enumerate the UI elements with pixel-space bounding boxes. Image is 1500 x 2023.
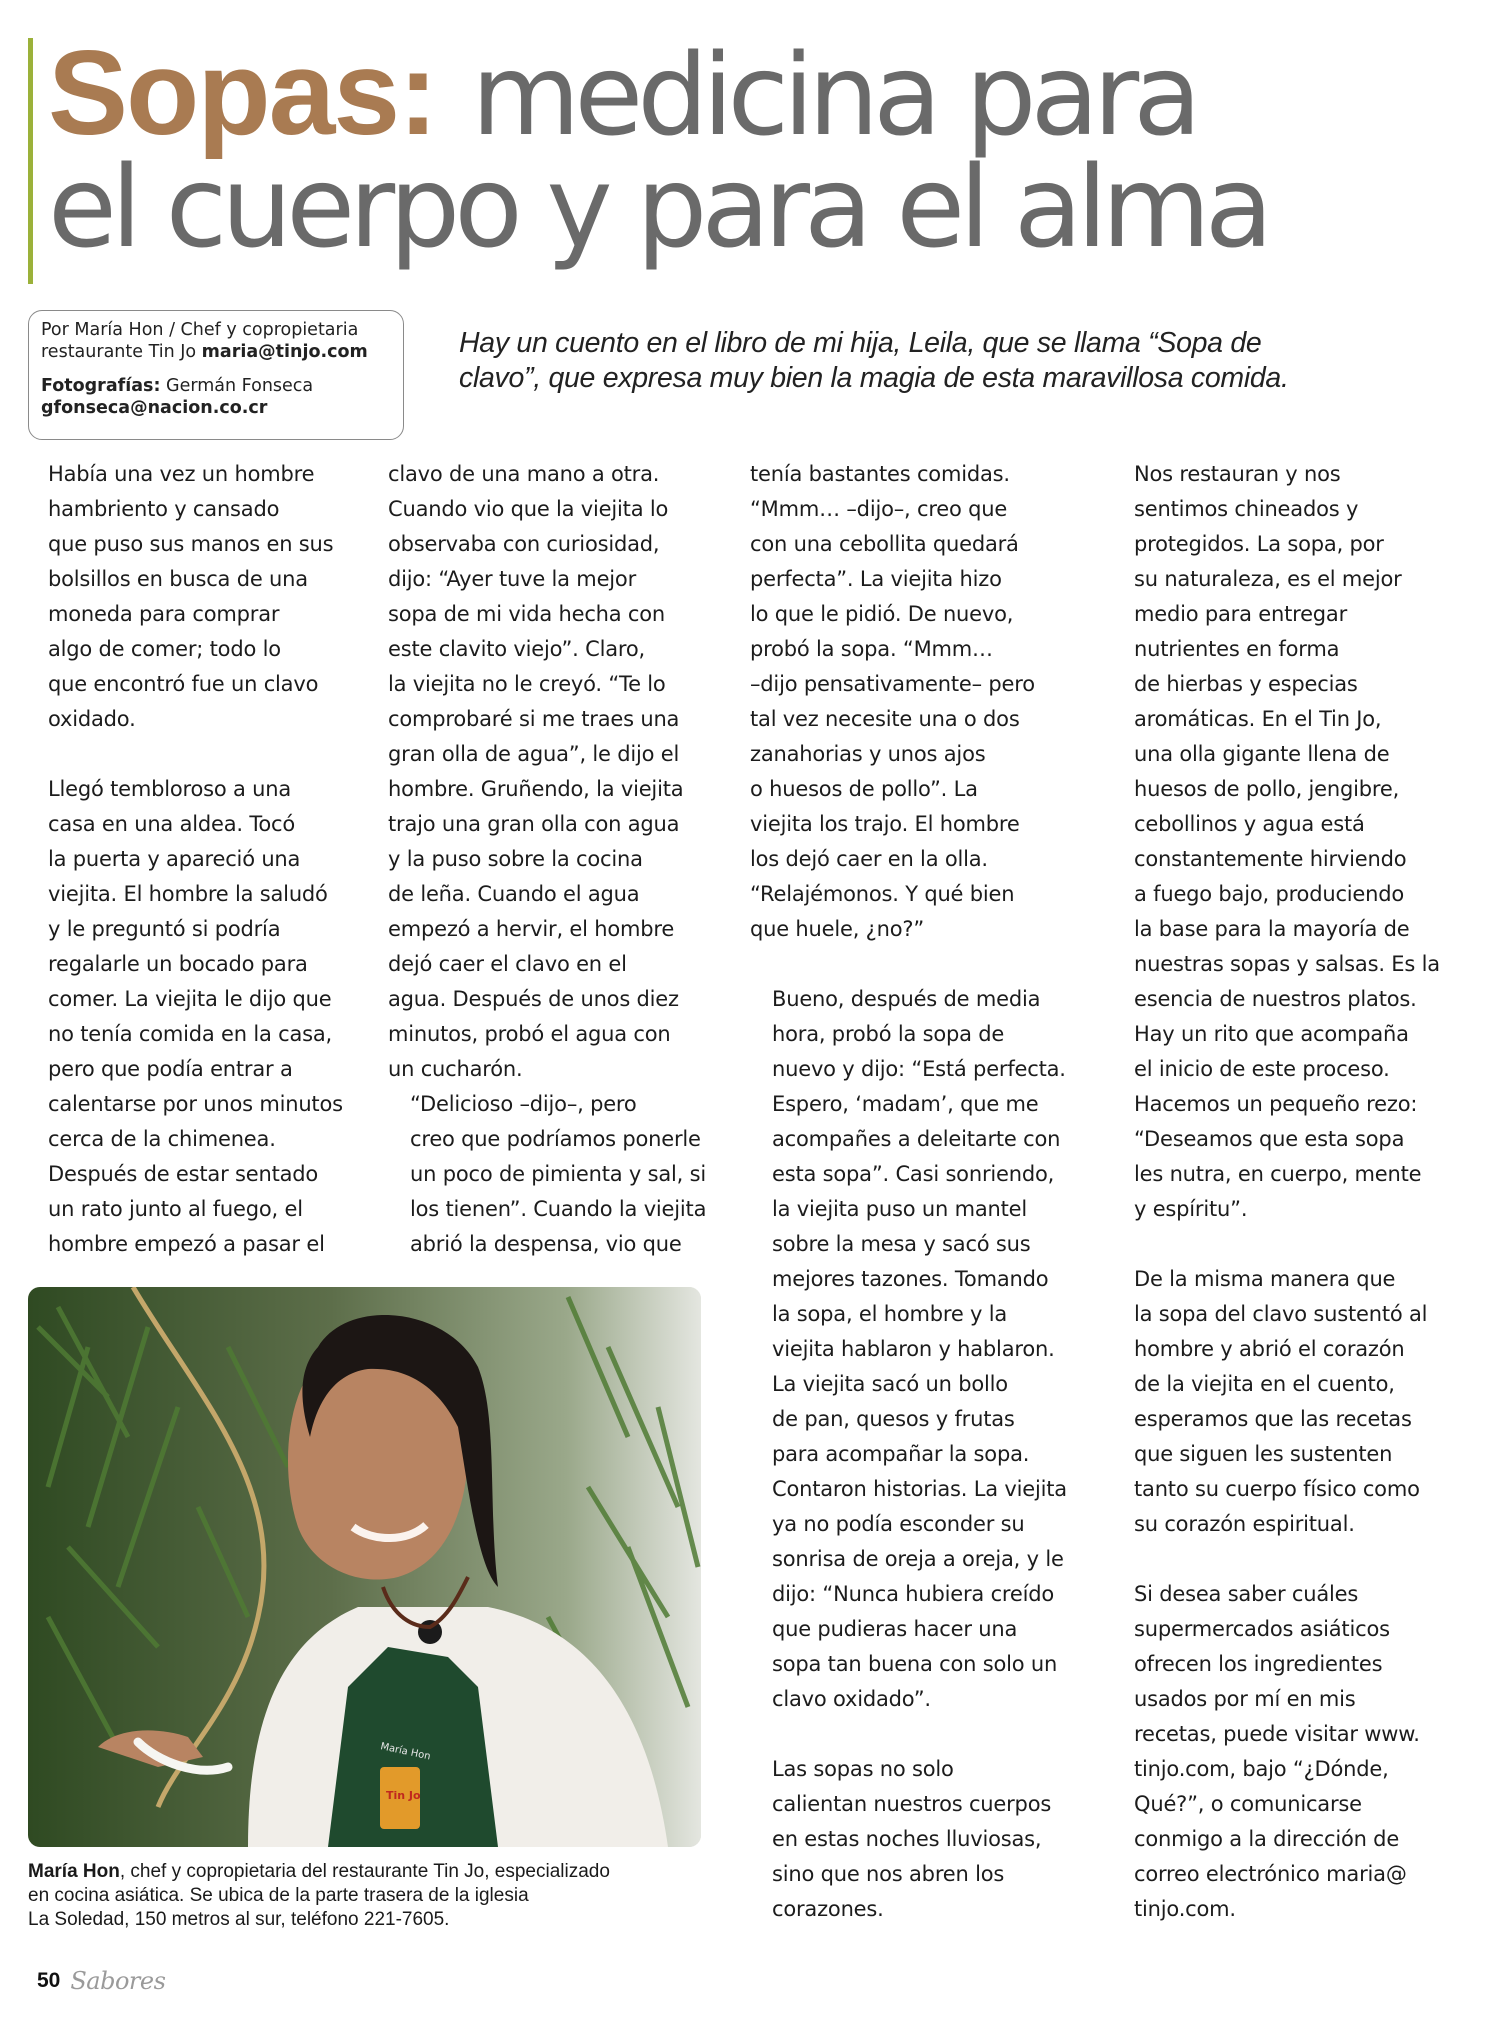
text-line: tenía bastantes comidas. [750,462,1010,486]
text-line: que huele, ¿no?” [750,917,925,941]
text-line: y la puso sobre la cocina [388,847,643,871]
text-line: La viejita sacó un bollo [772,1372,1008,1396]
text-line: su naturaleza, es el mejor [1134,567,1402,591]
text-line: constantemente hirviendo [1134,847,1407,871]
text-line: “Relajémonos. Y qué bien [750,882,1015,906]
byline-restaurant: restaurante Tin Jo [41,342,202,362]
text-line: comprobaré si me traes una [388,707,680,731]
text-line: ya no podía esconder su [772,1512,1025,1536]
text-line: una olla gigante llena de [1134,742,1390,766]
byline-author [41,319,389,363]
text-line: tinjo.com. [1134,1897,1236,1921]
text-line: hora, probó la sopa de [772,1022,1005,1046]
pull-quote-line: clavo”, que expresa muy bien la magia de esta maravillosa comida. [459,362,1289,394]
text-line: calientan nuestros cuerpos [772,1792,1052,1816]
text-line: usados por mí en mis [1134,1687,1356,1711]
article-paragraph [750,1752,1090,1927]
article-paragraph [26,457,366,737]
text-line: hombre. Gruñendo, la viejita [388,777,684,801]
text-line: calentarse por unos minutos [48,1092,343,1116]
text-line: un cucharón. [388,1057,523,1081]
article-title [48,26,1268,273]
text-line: cerca de la chimenea. [48,1127,276,1151]
text-line: nutrientes en forma [1134,637,1340,661]
text-line: esta sopa”. Casi sonriendo, [772,1162,1055,1186]
text-line: oxidado. [48,707,136,731]
text-line: sopa de mi vida hecha con [388,602,666,626]
text-line: Hay un rito que acompaña [1134,1022,1409,1046]
text-line: hombre empezó a pasar el [48,1232,325,1256]
text-line: la base para la mayoría de [1134,917,1410,941]
text-line: algo de comer; todo lo [48,637,281,661]
text-line: les nutra, en cuerpo, mente [1134,1162,1422,1186]
text-line: supermercados asiáticos [1134,1617,1390,1641]
text-line: un rato junto al fuego, el [48,1197,303,1221]
text-line: pero que podía entrar a [48,1057,293,1081]
text-line: en estas noches lluviosas, [772,1827,1042,1851]
text-line: Espero, ‘madam’, que me [772,1092,1039,1116]
text-line: moneda para comprar [48,602,280,626]
text-line: “Delicioso –dijo–, pero [410,1092,637,1116]
text-line: y le preguntó si podría [48,917,281,941]
text-line: protegidos. La sopa, por [1134,532,1384,556]
text-line: minutos, probó el agua con [388,1022,671,1046]
title-rest: medicina para [471,31,1196,161]
byline-box [28,310,404,440]
photo-caption [28,1860,718,1932]
article-column-4 [1112,457,1452,1927]
text-line: viejita hablaron y hablaron. [772,1337,1055,1361]
text-line: tinjo.com, bajo “¿Dónde, [1134,1757,1389,1781]
text-line: viejita. El hombre la saludó [48,882,328,906]
article-column-2 [388,457,728,1262]
text-line: los dejó caer en la olla. [750,847,988,871]
text-line: dijo: “Nunca hubiera creído [772,1582,1055,1606]
text-line: su corazón espiritual. [1134,1512,1355,1536]
page-number: 50 [37,1969,61,1992]
text-line: no tenía comida en la casa, [48,1022,333,1046]
author-email-link[interactable]: maria@tinjo.com [201,342,368,362]
text-line: sopa tan buena con solo un [772,1652,1058,1676]
text-line: Había una vez un hombre [48,462,315,486]
text-line: sobre la mesa y sacó sus [772,1232,1031,1256]
text-line: viejita los trajo. El hombre [750,812,1020,836]
text-line: que siguen les sustenten [1134,1442,1393,1466]
article-paragraph [750,982,1090,1717]
text-line: o huesos de pollo”. La [750,777,978,801]
caption-line: La Soledad, 150 metros al sur, teléfono 221-7605. [28,1909,450,1930]
text-line: clavo oxidado”. [772,1687,931,1711]
article-paragraph [1112,457,1452,1227]
text-line: de la viejita en el cuento, [1134,1372,1395,1396]
text-line: conmigo a la dirección de [1134,1827,1400,1851]
text-line: comer. La viejita le dijo que [48,987,332,1011]
text-line: perfecta”. La viejita hizo [750,567,1002,591]
photo-credit-label: Fotografías: [41,376,161,396]
text-line: Nos restauran y nos [1134,462,1341,486]
text-line: el inicio de este proceso. [1134,1057,1390,1081]
article-paragraph [388,1087,728,1262]
text-line: de hierbas y especias [1134,672,1358,696]
text-line: este clavito viejo”. Claro, [388,637,645,661]
text-line: con una cebollita quedará [750,532,1019,556]
text-line: empezó a hervir, el hombre [388,917,675,941]
text-line: los tienen”. Cuando la viejita [410,1197,707,1221]
text-line: la sopa del clavo sustentó al [1134,1302,1428,1326]
text-line: Después de estar sentado [48,1162,319,1186]
byline-photographer [41,375,389,419]
title-line-1 [48,26,1267,161]
article-paragraph [1112,1577,1452,1927]
pull-quote [459,326,1469,396]
text-line: de leña. Cuando el agua [388,882,640,906]
apron-logo-text: Tin Jo [386,1789,421,1802]
text-line: Llegó tembloroso a una [48,777,292,801]
text-line: tanto su cuerpo físico como [1134,1477,1420,1501]
text-line: creo que podríamos ponerle [410,1127,701,1151]
text-line: casa en una aldea. Tocó [48,812,296,836]
page-footer [37,1966,165,1996]
text-line: que encontró fue un clavo [48,672,319,696]
text-line: bolsillos en busca de una [48,567,308,591]
title-bold-word: Sopas: [48,26,437,160]
text-line: huesos de pollo, jengibre, [1134,777,1400,801]
text-line: corazones. [772,1897,884,1921]
text-line: esencia de nuestros platos. [1134,987,1417,1011]
text-line: nuestras sopas y salsas. Es la [1134,952,1440,976]
text-line: correo electrónico maria@ [1134,1862,1407,1886]
text-line: que puso sus manos en sus [48,532,334,556]
text-line: probó la sopa. “Mmm… [750,637,993,661]
text-line: sonrisa de oreja a oreja, y le [772,1547,1064,1571]
text-line: dijo: “Ayer tuve la mejor [388,567,637,591]
text-line: trajo una gran olla con agua [388,812,680,836]
text-line: observaba con curiosidad, [388,532,660,556]
text-line: regalarle un bocado para [48,952,308,976]
text-line: medio para entregar [1134,602,1348,626]
photographer-name: Germán Fonseca [160,376,314,396]
text-line: ofrecen los ingredientes [1134,1652,1383,1676]
title-line-2: el cuerpo y para el alma [48,143,1268,273]
text-line: gran olla de agua”, le dijo el [388,742,680,766]
text-line: hombre y abrió el corazón [1134,1337,1405,1361]
text-line: De la misma manera que [1134,1267,1396,1291]
caption-line: en cocina asiática. Se ubica de la parte trasera de la iglesia [28,1885,529,1906]
text-line: tal vez necesite una o dos [750,707,1020,731]
text-line: la sopa, el hombre y la [772,1302,1008,1326]
text-line: Bueno, después de media [772,987,1041,1011]
text-line: agua. Después de unos diez [388,987,679,1011]
text-line: “Deseamos que esta sopa [1134,1127,1405,1151]
text-line: lo que le pidió. De nuevo, [750,602,1014,626]
text-line: –dijo pensativamente– pero [750,672,1035,696]
article-paragraph [26,772,366,1262]
text-line: Qué?”, o comunicarse [1134,1792,1362,1816]
text-line: la viejita puso un mantel [772,1197,1028,1221]
text-line: Contaron historias. La viejita [772,1477,1067,1501]
caption-text: , chef y copropietaria del restaurante Tin Jo, especializado [119,1861,610,1882]
text-line: Hacemos un pequeño rezo: [1134,1092,1418,1116]
pull-quote-line: Hay un cuento en el libro de mi hija, Leila, que se llama “Sopa de [459,327,1262,359]
byline-author-line: Por María Hon / Chef y copropietaria [41,320,359,340]
text-line: para acompañar la sopa. [772,1442,1030,1466]
text-line: abrió la despensa, vio que [410,1232,682,1256]
text-line: que pudieras hacer una [772,1617,1018,1641]
text-line: de pan, quesos y frutas [772,1407,1015,1431]
text-line: acompañes a deleitarte con [772,1127,1061,1151]
article-column-1 [26,457,366,1262]
text-line: a fuego bajo, produciendo [1134,882,1405,906]
article-paragraph [1112,1262,1452,1542]
text-line: mejores tazones. Tomando [772,1267,1049,1291]
text-line: y espíritu”. [1134,1197,1248,1221]
text-line: cebollinos y agua está [1134,812,1365,836]
text-line: Las sopas no solo [772,1757,954,1781]
text-line: esperamos que las recetas [1134,1407,1412,1431]
article-column-3 [750,457,1090,1927]
title-accent-bar [28,38,33,284]
text-line: aromáticas. En el Tin Jo, [1134,707,1382,731]
text-line: dejó caer el clavo en el [388,952,627,976]
text-line: Cuando vio que la viejita lo [388,497,669,521]
text-line: sentimos chineados y [1134,497,1359,521]
text-line: sino que nos abren los [772,1862,1005,1886]
text-line: nuevo y dijo: “Está perfecta. [772,1057,1066,1081]
text-line: recetas, puede visitar www. [1134,1722,1420,1746]
article-paragraph [750,457,1090,947]
text-line: la puerta y apareció una [48,847,301,871]
text-line: clavo de una mano a otra. [388,462,660,486]
article-paragraph [388,457,728,1087]
text-line: la viejita no le creyó. “Te lo [388,672,666,696]
text-line: zanahorias y unos ajos [750,742,986,766]
photographer-email-link[interactable]: gfonseca@nacion.co.cr [41,398,268,418]
chef-photo [28,1287,701,1847]
chef-photo-illustration [28,1287,701,1847]
caption-name: María Hon [28,1861,120,1882]
text-line: hambriento y cansado [48,497,280,521]
text-line: “Mmm… –dijo–, creo que [750,497,1008,521]
caption-line [28,1860,718,1884]
text-line: un poco de pimienta y sal, si [410,1162,707,1186]
apron-name-text: María Hon [379,1741,432,1763]
magazine-logo: Sabores [70,1967,166,1995]
text-line: Si desea saber cuáles [1134,1582,1359,1606]
